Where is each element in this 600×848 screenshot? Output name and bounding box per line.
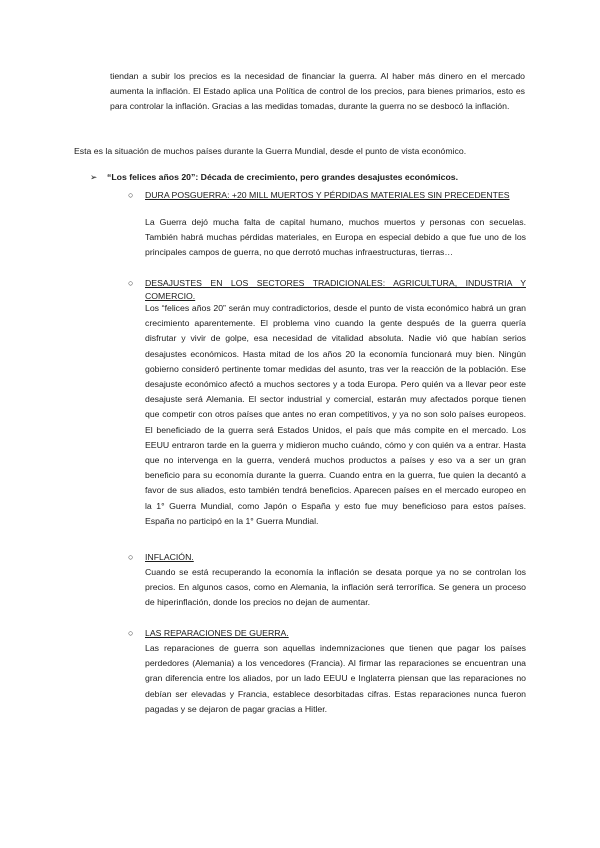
circle-bullet-icon: ○ [128, 552, 134, 562]
circle-bullet-icon: ○ [128, 278, 134, 288]
item-heading-inflacion: INFLACIÓN. [145, 552, 194, 562]
item-body-reparaciones: Las reparaciones de guerra son aquellas indemnizaciones que tienen que pagar los países perdedores (Alemania) a los vencedores (Francia). Al firmar las reparaciones se encuentran una gran diferencia entre los aliados, por un lado EEUU e Inglaterra piensan que las reparaciones no debían ser elevadas y Francia, establece desorbitadas cifras. Estas reparaciones nunca fueron pagadas y se dejaron de pagar gracias a Hitler. [145, 643, 526, 714]
item-heading-desajustes: DESAJUSTES EN LOS SECTORES TRADICIONALES: AGRICULTURA, INDUSTRIA Y COMERCIO. [145, 278, 526, 301]
arrow-bullet-icon: ➢ [90, 172, 98, 182]
summary-line: Esta es la situación de muchos países durante la Guerra Mundial, desde el punto de vista económico. [74, 146, 467, 156]
item-heading-posguerra: DURA POSGUERRA: +20 MILL MUERTOS Y PÉRDIDAS MATERIALES SIN PRECEDENTES [145, 190, 510, 200]
item-body-posguerra: La Guerra dejó mucha falta de capital humano, muchos muertos y personas con secuelas. También habrá muchas pérdidas materiales, en Europa en especial debido a que fue uno de los principales campos de guerra, no que derrotó muchas infraestructuras, tierras… [145, 217, 526, 258]
item-heading-reparaciones: LAS REPARACIONES DE GUERRA. [145, 628, 289, 638]
item-body-desajustes: Los “felices años 20” serán muy contradictorios, desde el punto de vista económico habrá un gran crecimiento aparentemente. El problema vino cuando la gente después de la guerra quería disfrutar y vivir de golpe, esa necesidad de vitalidad absoluta. Nadie vió que habían serios desajustes económicos. Hasta mitad de los años 20 la economía funcionará muy bien. Ningún gobierno consideró pertinente tomar medidas del asunto, tras ver la reacción de la población. Ese desajuste económico afectó a muchos sectores y a toda Europa. Pero quién va a llevar peor este desajuste será Alemania. El sector industrial y comercial, estarán muy afectados porque tienen que competir con otros países que antes no eran competitivos, y ya no son solo países europeos. El beneficiado de la guerra será Estados Unidos, el país que más compite en el mercado. Los EEUU entraron tarde en la guerra y midieron mucho cuándo, cómo y con quién va a entrar. Hasta que no intervenga en la guerra, venderá muchos productos a países y eso va a ser un gran beneficio para su economía durante la guerra. Cuando entra en la guerra, fue quien la decantó a favor de sus aliados, esto también tendrá beneficios. Aparecen países en el mercado europeo en la 1° Guerra Mundial, como Japón o España y esto fue muy beneficioso para estos países. España no participó en la 1° Guerra Mundial. [145, 303, 526, 526]
intro-paragraph: tiendan a subir los precios es la necesidad de financiar la guerra. Al haber más dinero en el mercado aumenta la inflación. El Estado aplica una Política de control de los precios, para bienes primarios, esto es para controlar la inflación. Gracias a las medidas tomadas, durante la guerra no se desbocó la inflación. [110, 71, 525, 112]
circle-bullet-icon: ○ [128, 628, 134, 638]
section-title: “Los felices años 20”: Década de crecimiento, pero grandes desajustes económicos. [107, 172, 459, 182]
circle-bullet-icon: ○ [128, 190, 134, 200]
item-body-inflacion: Cuando se está recuperando la economía la inflación se desata porque ya no se controlan los precios. En algunos casos, como en Alemania, la inflación será terrorífica. Se genera un proceso de hiperinflación, donde los precios no dejan de aumentar. [145, 567, 526, 608]
